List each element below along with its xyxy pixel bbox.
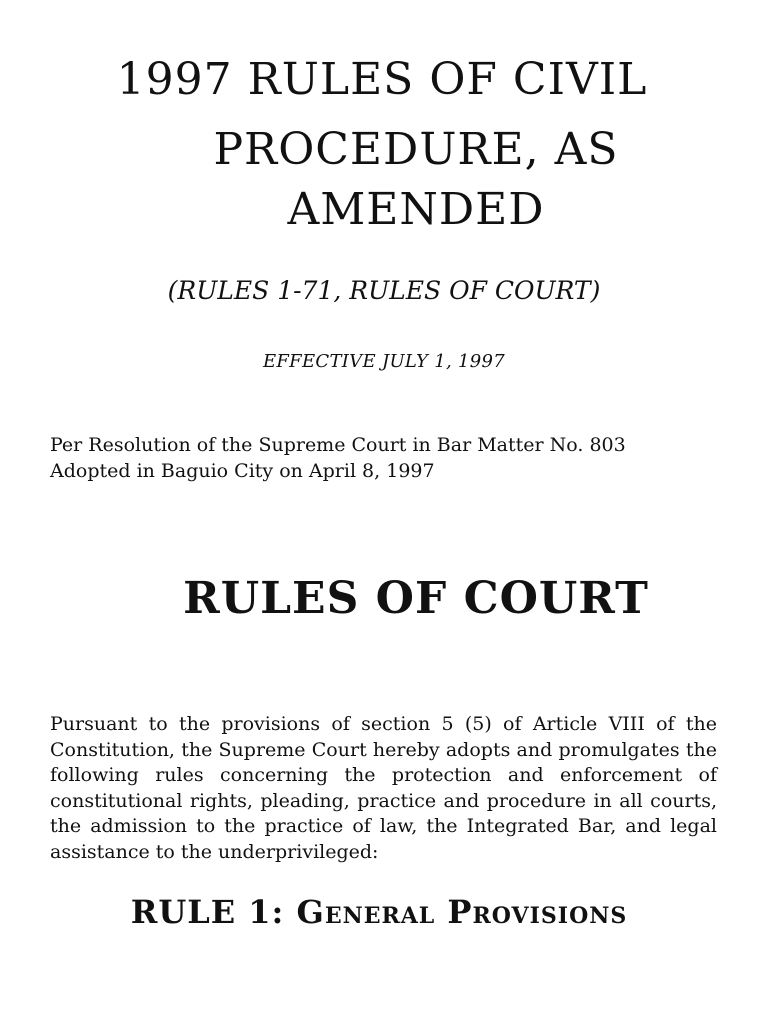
resolution-line-2: Adopted in Baguio City on April 8, 1997 <box>50 460 435 482</box>
document-subtitle: (RULES 1-71, RULES OF COURT) <box>167 276 601 305</box>
rule-name: General Provisions <box>296 893 628 931</box>
document-title-line-3: AMENDED <box>287 184 545 235</box>
rule-number: RULE 1: <box>130 893 297 931</box>
section-heading: RULES OF COURT <box>183 573 649 624</box>
document-title-line-2: PROCEDURE, AS <box>213 124 619 175</box>
document-title-line-1: 1997 RULES OF CIVIL <box>116 54 648 105</box>
rule-heading <box>0 893 758 931</box>
effective-date: EFFECTIVE JULY 1, 1997 <box>262 351 506 372</box>
resolution-line-1: Per Resolution of the Supreme Court in Bar Matter No. 803 <box>50 434 626 456</box>
preamble-paragraph: Pursuant to the provisions of section 5 (5) of Article VIII of the Constitution, the Supreme Court hereby adopts and promulgates the following rules concerning the protection and enforcement of constitutional rights, pleading, practice and procedure in all courts, the admission to the practice of law, the Integrated Bar, and legal assistance to the underprivileged: <box>50 713 717 863</box>
resolution-note <box>50 432 730 484</box>
